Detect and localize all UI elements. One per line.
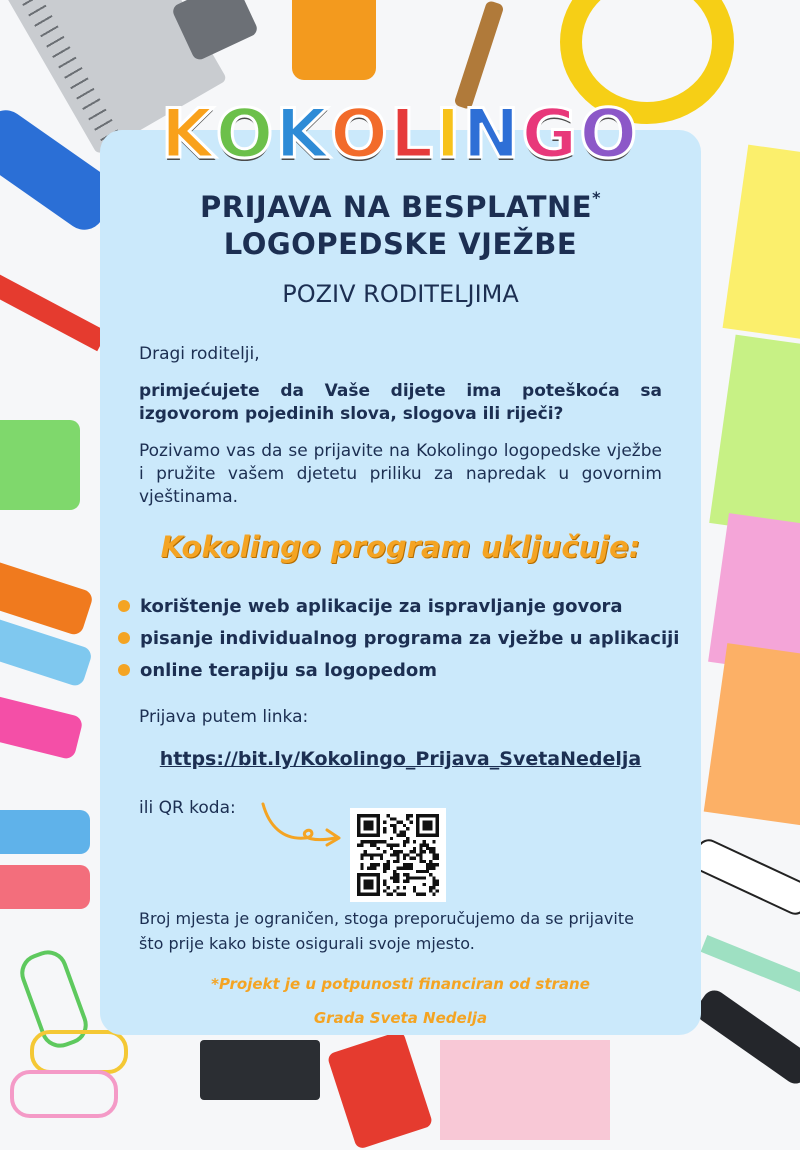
black-pen-image [692, 986, 800, 1088]
registration-link[interactable]: https://bit.ly/Kokolingo_Prijava_SvetaNedelja [159, 748, 642, 770]
flyer-title-line1: PRIJAVA NA BESPLATNE* [200, 188, 601, 224]
funding-note-line1: *Projekt je u potpunosti financiran od strane [211, 975, 590, 993]
list-item [118, 622, 718, 654]
orange-sticky-note-image [704, 643, 800, 827]
yellow-paperclip-image [30, 1030, 128, 1074]
flyer-title-line2: LOGOPEDSKE VJEŽBE [223, 227, 578, 261]
green-marker-image [0, 420, 80, 510]
apply-via-link-label: Prijava putem linka: [139, 707, 309, 727]
curved-arrow-icon [255, 800, 347, 850]
qr-label: ili QR koda: [139, 798, 236, 818]
list-item [118, 654, 718, 686]
mint-pencil-image [701, 935, 800, 993]
bullet-dot-icon [118, 664, 130, 676]
pink-box-image [440, 1040, 610, 1140]
red-pencil-image [0, 271, 108, 351]
salmon-marker-image [0, 865, 90, 909]
logo-letter: G [521, 94, 580, 174]
list-item-text: korištenje web aplikacije za ispravljanje govora [140, 595, 623, 617]
logo-letter: N [462, 94, 522, 174]
qr-code[interactable] [350, 808, 446, 902]
funding-note-line2: Grada Sveta Nedelja [313, 1009, 488, 1027]
kokolingo-logo [160, 94, 640, 174]
logo-letter: K [160, 94, 216, 174]
limited-spots-note: Broj mjesta je ograničen, stoga preporučujemo da se prijavite što prije kako biste osigurali svoje mjesto. [139, 909, 634, 953]
invitation-text: Pozivamo vas da se prijavite na Kokolingo logopedske vježbe i pružite vašem djetetu priliku za napredak u govornim vještinama. [139, 441, 662, 507]
bullet-dot-icon [118, 632, 130, 644]
program-heading: Kokolingo program uključuje: [160, 530, 641, 564]
qr-code-icon [357, 814, 439, 896]
logo-letter: I [435, 94, 463, 174]
logo-letter: O [330, 94, 390, 174]
logo-letter: O [579, 94, 640, 174]
box-cutter-image [327, 1030, 434, 1150]
list-item-text: pisanje individualnog programa za vježbe u aplikaciji [140, 627, 680, 649]
binder-clip-image [200, 1040, 320, 1100]
white-pen-image [689, 835, 800, 918]
bullet-dot-icon [118, 600, 130, 612]
question-text: primjećujete da Vaše dijete ima poteškoća sa izgovorom pojedinih slova, slogova ili riječi? [139, 381, 662, 424]
program-list [118, 590, 718, 686]
pink-marker-image [0, 694, 84, 761]
stapler-image [292, 0, 376, 80]
yellow-sticky-note-image [723, 145, 800, 341]
green-sticky-note-image [709, 335, 800, 536]
flyer-subtitle: POZIV RODITELJIMA [282, 280, 519, 308]
logo-letter: L [389, 94, 436, 174]
logo-letter: K [275, 94, 331, 174]
logo-letter: O [215, 94, 276, 174]
list-item-text: online terapiju sa logopedom [140, 659, 437, 681]
list-item [118, 590, 718, 622]
sky-marker-image [0, 810, 90, 854]
title-footnote-mark: * [592, 188, 601, 207]
greeting-text: Dragi roditelji, [139, 344, 260, 364]
pink-paperclip-image [10, 1070, 118, 1118]
